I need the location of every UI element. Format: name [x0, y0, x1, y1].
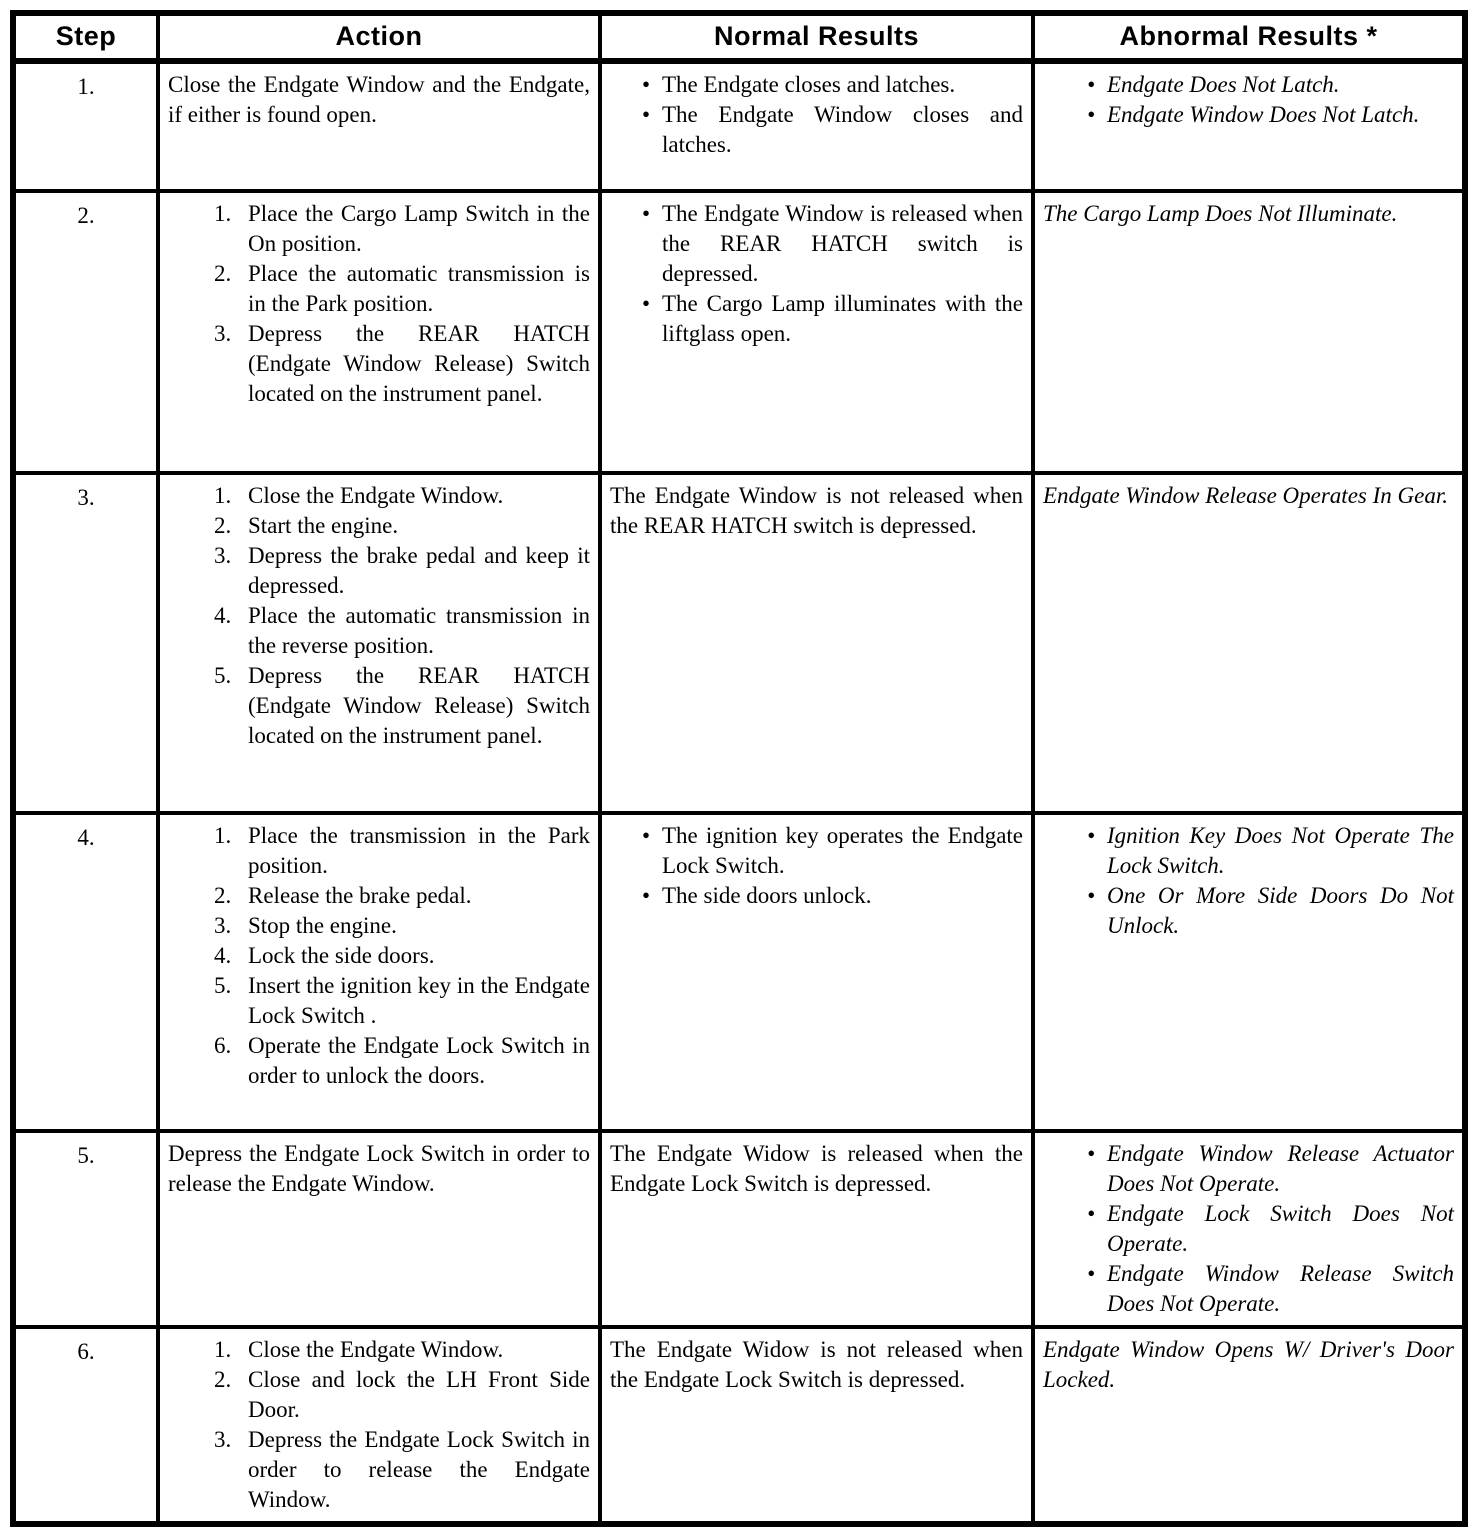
item-text: Ignition Key Does Not Operate The Lock Switch. [1107, 823, 1454, 878]
table-row-step-6 [13, 1327, 1465, 1524]
list-item [642, 821, 1023, 881]
item-number: 2. [214, 261, 232, 286]
step-number: 3. [13, 473, 158, 813]
item-text: Endgate Lock Switch Does Not Operate. [1107, 1201, 1454, 1256]
list-item [214, 911, 590, 941]
item-text: The Endgate Window is released when the REAR HATCH switch is depressed. [662, 201, 1023, 286]
list-item [642, 100, 1023, 160]
item-number: 4. [214, 943, 232, 968]
list-item [642, 199, 1023, 289]
header-row [13, 13, 1465, 61]
list-item [214, 1031, 590, 1091]
item-number: 4. [214, 603, 232, 628]
list-item [214, 259, 590, 319]
step-number: 5. [13, 1131, 158, 1327]
normal-cell [600, 61, 1033, 191]
item-number: 3. [214, 913, 232, 938]
action-cell [158, 813, 600, 1131]
action-text: Close the Endgate Window and the Endgate, if either is found open. [168, 72, 590, 127]
table-row-step-1 [13, 61, 1465, 191]
table-row-step-5 [13, 1131, 1465, 1327]
item-number: 2. [214, 1367, 232, 1392]
list-item [1087, 881, 1454, 941]
item-number: 2. [214, 883, 232, 908]
normal-cell [600, 1131, 1033, 1327]
item-text: Start the engine. [248, 513, 399, 538]
item-text: Stop the engine. [248, 913, 397, 938]
column-header-normal: Normal Results [600, 13, 1033, 61]
normal-cell [600, 473, 1033, 813]
item-number: 5. [214, 973, 232, 998]
bullet-icon: • [642, 72, 651, 97]
list-item [1087, 821, 1454, 881]
list-item [214, 541, 590, 601]
item-text: Release the brake pedal. [248, 883, 472, 908]
item-text: Place the automatic transmission is in the Park position. [248, 261, 590, 316]
item-text: Place the automatic transmission in the reverse position. [248, 603, 590, 658]
table-row-step-3 [13, 473, 1465, 813]
list-item [214, 881, 590, 911]
item-number: 1. [214, 483, 232, 508]
list-item [642, 289, 1023, 349]
step-number: 6. [13, 1327, 158, 1524]
bullet-icon: • [1087, 1201, 1096, 1226]
item-text: One Or More Side Doors Do Not Unlock. [1107, 883, 1454, 938]
item-number: 6. [214, 1033, 232, 1058]
bullet-icon: • [642, 823, 651, 848]
item-number: 2. [214, 513, 232, 538]
item-number: 1. [214, 201, 232, 226]
abnormal-text: Endgate Window Opens W/ Driver's Door Locked. [1043, 1337, 1454, 1392]
list-item [642, 70, 1023, 100]
bullet-list [610, 199, 1023, 349]
item-text: The ignition key operates the Endgate Lock Switch. [662, 823, 1023, 878]
item-text: The Endgate Window closes and latches. [662, 102, 1023, 157]
list-item [214, 319, 590, 409]
numbered-list [168, 1335, 590, 1515]
item-text: The side doors unlock. [662, 883, 872, 908]
list-item [642, 881, 1023, 911]
item-number: 3. [214, 321, 232, 346]
bullet-list [1043, 821, 1454, 941]
action-cell [158, 1131, 600, 1327]
list-item [214, 1335, 590, 1365]
action-cell [158, 61, 600, 191]
item-number: 3. [214, 543, 232, 568]
abnormal-cell [1033, 473, 1465, 813]
list-item [1087, 100, 1454, 130]
action-cell [158, 473, 600, 813]
normal-cell [600, 813, 1033, 1131]
step-number: 1. [13, 61, 158, 191]
bullet-list [610, 821, 1023, 911]
table-row-step-4 [13, 813, 1465, 1131]
abnormal-text: Endgate Window Release Operates In Gear. [1043, 483, 1448, 508]
action-cell [158, 1327, 600, 1524]
list-item [214, 661, 590, 751]
item-number: 1. [214, 1337, 232, 1362]
column-header-abnormal: Abnormal Results * [1033, 13, 1465, 61]
list-item [1087, 1199, 1454, 1259]
item-number: 3. [214, 1427, 232, 1452]
numbered-list [168, 199, 590, 409]
list-item [214, 1365, 590, 1425]
item-text: Lock the side doors. [248, 943, 435, 968]
troubleshooting-table [10, 10, 1468, 1527]
bullet-icon: • [1087, 1261, 1096, 1286]
numbered-list [168, 821, 590, 1091]
item-number: 1. [214, 823, 232, 848]
item-text: Place the Cargo Lamp Switch in the On position. [248, 201, 590, 256]
bullet-icon: • [1087, 883, 1096, 908]
step-number: 2. [13, 191, 158, 473]
item-number: 5. [214, 663, 232, 688]
bullet-icon: • [1087, 823, 1096, 848]
item-text: Depress the Endgate Lock Switch in order to release the Endgate Window. [248, 1427, 590, 1512]
normal-cell [600, 191, 1033, 473]
item-text: Close the Endgate Window. [248, 1337, 504, 1362]
action-cell [158, 191, 600, 473]
abnormal-cell [1033, 813, 1465, 1131]
list-item [214, 1425, 590, 1515]
bullet-list [1043, 70, 1454, 130]
table-body [13, 61, 1465, 1524]
list-item [214, 971, 590, 1031]
bullet-icon: • [642, 291, 651, 316]
item-text: Depress the REAR HATCH (Endgate Window Release) Switch located on the instrument panel. [248, 663, 590, 748]
item-text: Depress the brake pedal and keep it depressed. [248, 543, 590, 598]
abnormal-cell [1033, 61, 1465, 191]
item-text: Place the transmission in the Park position. [248, 823, 590, 878]
bullet-icon: • [642, 201, 651, 226]
bullet-list [610, 70, 1023, 160]
item-text: Close the Endgate Window. [248, 483, 504, 508]
item-text: Operate the Endgate Lock Switch in order to unlock the doors. [248, 1033, 590, 1088]
normal-text: The Endgate Window is not released when the REAR HATCH switch is depressed. [610, 483, 1023, 538]
item-text: Close and lock the LH Front Side Door. [248, 1367, 590, 1422]
bullet-list [1043, 1139, 1454, 1319]
abnormal-text: The Cargo Lamp Does Not Illuminate. [1043, 201, 1398, 226]
item-text: Insert the ignition key in the Endgate Lock Switch . [248, 973, 590, 1028]
item-text: Endgate Window Release Switch Does Not Operate. [1107, 1261, 1454, 1316]
normal-cell [600, 1327, 1033, 1524]
bullet-icon: • [1087, 1141, 1096, 1166]
normal-text: The Endgate Widow is released when the Endgate Lock Switch is depressed. [610, 1141, 1023, 1196]
list-item [214, 601, 590, 661]
list-item [1087, 70, 1454, 100]
list-item [214, 941, 590, 971]
list-item [214, 481, 590, 511]
bullet-icon: • [1087, 72, 1096, 97]
list-item [1087, 1139, 1454, 1199]
item-text: The Endgate closes and latches. [662, 72, 956, 97]
bullet-icon: • [1087, 102, 1096, 127]
action-text: Depress the Endgate Lock Switch in order to release the Endgate Window. [168, 1141, 590, 1196]
item-text: Endgate Window Does Not Latch. [1107, 102, 1420, 127]
item-text: Endgate Window Release Actuator Does Not Operate. [1107, 1141, 1454, 1196]
step-number: 4. [13, 813, 158, 1131]
table-row-step-2 [13, 191, 1465, 473]
numbered-list [168, 481, 590, 751]
item-text: Depress the REAR HATCH (Endgate Window Release) Switch located on the instrument panel. [248, 321, 590, 406]
list-item [1087, 1259, 1454, 1319]
list-item [214, 821, 590, 881]
abnormal-cell [1033, 191, 1465, 473]
column-header-step: Step [13, 13, 158, 61]
normal-text: The Endgate Widow is not released when the Endgate Lock Switch is depressed. [610, 1337, 1023, 1392]
list-item [214, 511, 590, 541]
bullet-icon: • [642, 883, 651, 908]
item-text: The Cargo Lamp illuminates with the liftglass open. [662, 291, 1023, 346]
bullet-icon: • [642, 102, 651, 127]
list-item [214, 199, 590, 259]
item-text: Endgate Does Not Latch. [1107, 72, 1340, 97]
abnormal-cell [1033, 1131, 1465, 1327]
column-header-action: Action [158, 13, 600, 61]
abnormal-cell [1033, 1327, 1465, 1524]
